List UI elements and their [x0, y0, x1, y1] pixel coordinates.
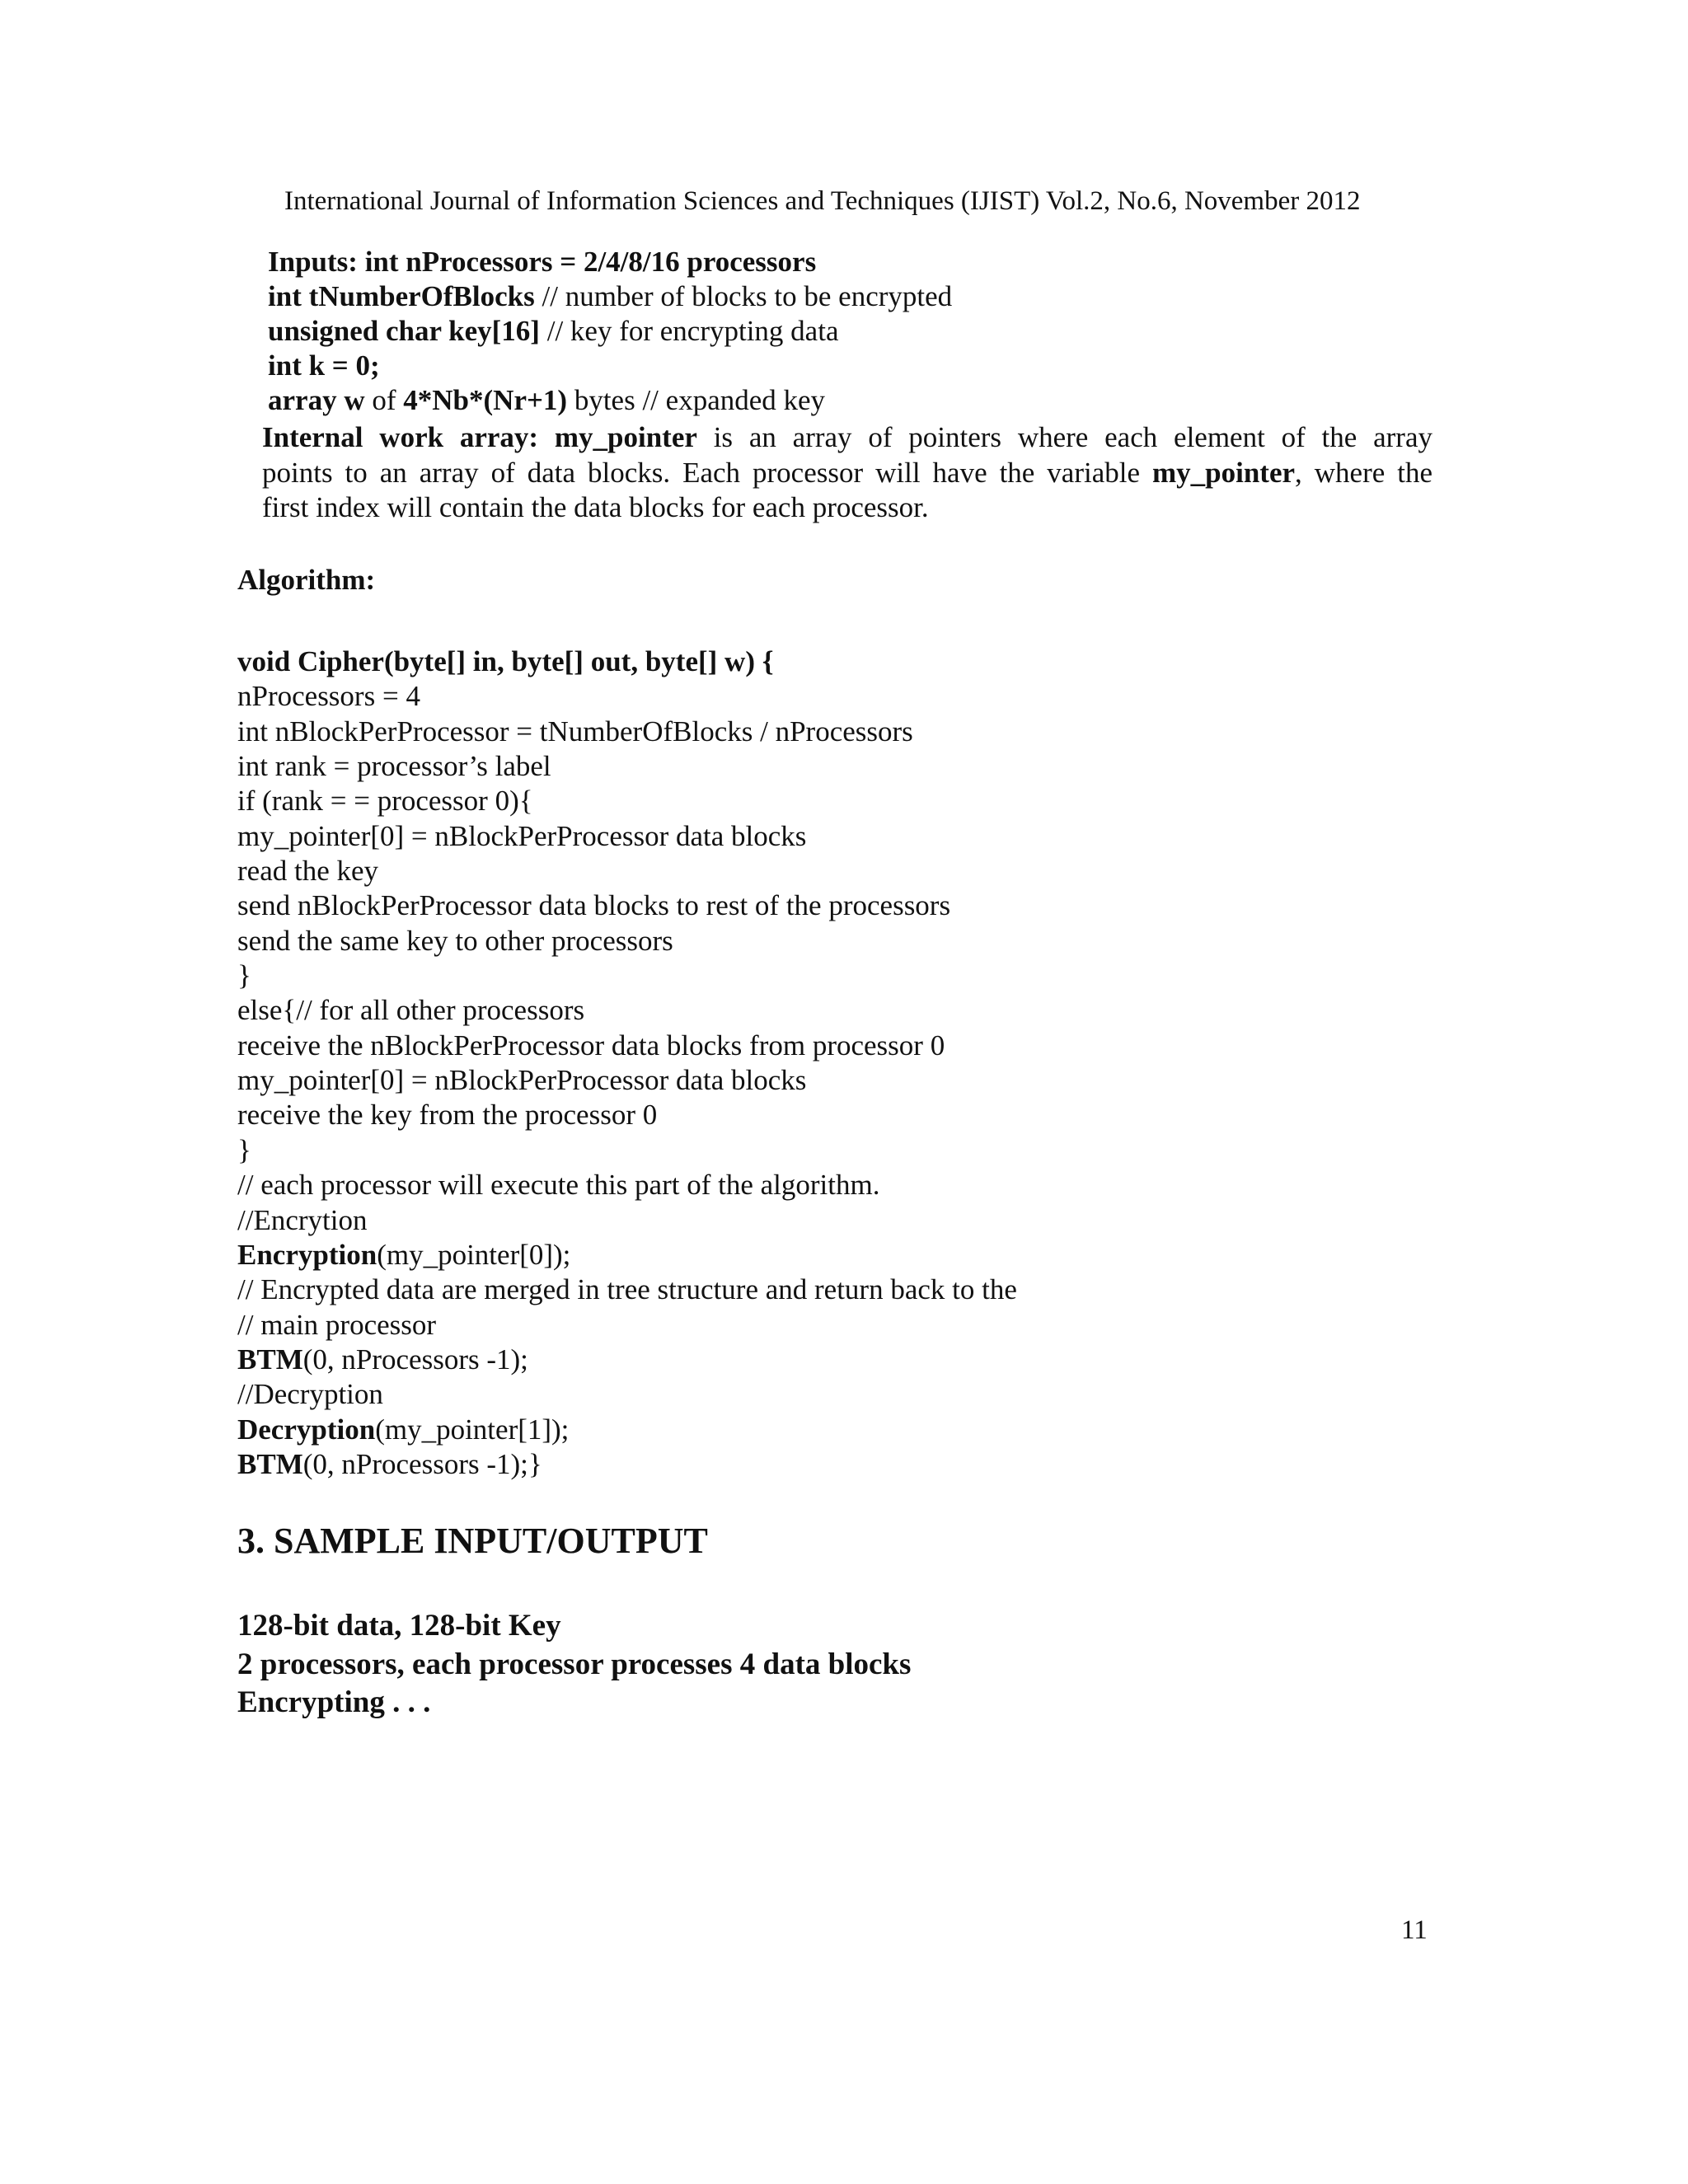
code-line: receive the key from the processor 0	[237, 1099, 658, 1132]
code-line: }	[237, 1133, 251, 1166]
internal-work-array-paragraph	[262, 420, 1432, 526]
para-bold-label: Internal work array:	[262, 421, 555, 453]
sample-line: 128-bit data, 128-bit Key	[237, 1609, 561, 1643]
code-line-btm	[237, 1343, 1017, 1377]
para-line2-text-a: points to an array of data blocks. Each processor will have the variable	[262, 456, 1152, 489]
algorithm-code	[237, 644, 1017, 1482]
para-line-2	[262, 456, 1432, 491]
inputs-line-tnumberofblocks	[268, 279, 952, 314]
section-heading: 3. SAMPLE INPUT/OUTPUT	[237, 1521, 708, 1561]
code-btm-args: (0, nProcessors -1);	[302, 1343, 528, 1376]
code-line: int rank = processor’s label	[237, 750, 551, 783]
para-bold-my-pointer: my_pointer	[554, 421, 697, 453]
code-line: }	[237, 959, 251, 992]
code-decryption-call: Decryption	[237, 1413, 376, 1446]
code-line: // each processor will execute this part of the algorithm.	[237, 1169, 880, 1202]
sample-io-block	[237, 1607, 911, 1722]
code-comment: //Decryption	[237, 1378, 383, 1411]
inputs-line5-bold-b: 4*Nb*(Nr+1)	[403, 384, 568, 416]
para-line1-text: is an array of pointers where each element of the array	[696, 421, 1432, 453]
code-line: int nBlockPerProcessor = tNumberOfBlocks / nProcessors	[237, 715, 913, 748]
inputs-line3-bold: unsigned char key[16]	[268, 315, 540, 347]
code-line: nProcessors = 4	[237, 680, 420, 713]
code-signature: void Cipher(byte[] in, byte[] out, byte[] w) {	[237, 645, 774, 677]
inputs-line2-bold: int tNumberOfBlocks	[268, 280, 535, 312]
code-encryption-args: (my_pointer[0]);	[377, 1238, 571, 1271]
code-line-encryption	[237, 1238, 1017, 1272]
para-line-3: first index will contain the data blocks for each processor.	[262, 491, 929, 523]
inputs-line-array-w	[268, 383, 825, 418]
inputs-line5-text: bytes // expanded key	[567, 384, 826, 416]
page-number: 11	[1401, 1915, 1428, 1945]
sample-line: 2 processors, each processor processes 4 data blocks	[237, 1647, 912, 1681]
code-line: read the key	[237, 855, 379, 888]
para-line2-bold: my_pointer	[1152, 456, 1296, 489]
code-line: my_pointer[0] = nBlockPerProcessor data blocks	[237, 819, 807, 852]
code-btm-call: BTM	[237, 1343, 303, 1376]
inputs-line5-bold-a: array w	[268, 384, 365, 416]
code-line: send the same key to other processors	[237, 924, 673, 957]
inputs-line-nprocessors: Inputs: int nProcessors = 2/4/8/16 processors	[268, 246, 817, 278]
para-line-1	[262, 420, 1432, 456]
running-header: International Journal of Information Sciences and Techniques (IJIST) Vol.2, No.6, November 2012	[284, 186, 1361, 216]
code-decryption-args: (my_pointer[1]);	[375, 1413, 570, 1446]
para-line2-text-b: , where the	[1295, 456, 1433, 489]
inputs-line2-text: // number of blocks to be encrypted	[534, 280, 953, 312]
code-line: if (rank = = processor 0){	[237, 785, 533, 818]
code-line: my_pointer[0] = nBlockPerProcessor data blocks	[237, 1064, 807, 1097]
code-comment: // Encrypted data are merged in tree structure and return back to the	[237, 1273, 1017, 1306]
code-btm-call: BTM	[237, 1447, 303, 1480]
code-line: else{// for all other processors	[237, 994, 585, 1027]
algorithm-label: Algorithm:	[237, 564, 376, 596]
code-line-decryption	[237, 1413, 1017, 1447]
inputs-line-k: int k = 0;	[268, 349, 380, 382]
inputs-line-key	[268, 314, 838, 349]
code-encryption-call: Encryption	[237, 1238, 377, 1271]
code-line: //Encrytion	[237, 1203, 368, 1236]
code-line: receive the nBlockPerProcessor data blocks from processor 0	[237, 1029, 945, 1062]
code-btm-args: (0, nProcessors -1);}	[302, 1447, 542, 1480]
sample-line: Encrypting . . .	[237, 1685, 431, 1719]
code-comment: // main processor	[237, 1308, 437, 1341]
inputs-line3-text: // key for encrypting data	[539, 315, 839, 347]
inputs-line5-mid: of	[364, 384, 404, 416]
code-line: send nBlockPerProcessor data blocks to rest of the processors	[237, 889, 951, 922]
code-line-btm	[237, 1447, 1017, 1482]
